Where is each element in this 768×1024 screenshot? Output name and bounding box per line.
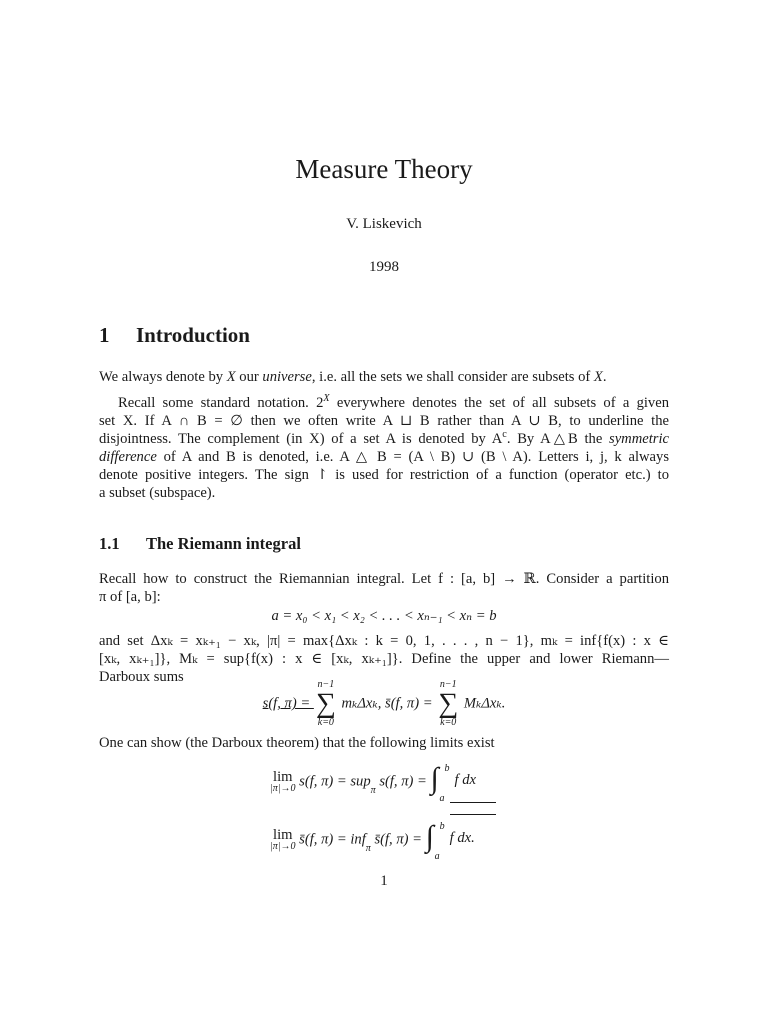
section-number: 1 [99,323,110,347]
sum-lower-limit: k=0 [317,717,334,728]
paragraph-line [99,448,669,466]
lim-subscript: |π|→0 [270,783,296,794]
limit-operator [270,770,296,794]
sum-lower-limit: k=0 [440,717,457,728]
paragraph-line: a subset (subspace). [99,485,216,501]
document-title: Measure Theory [295,154,473,184]
intro-paragraph-1 [99,368,669,386]
paragraph-line: and set Δxₖ = xₖ₊₁ − xₖ, |π| = max{Δxₖ : k = 0, 1, . . . , n − 1}, mₖ = inf{f(x) : x ∈ [99,633,669,649]
subsection-number: 1.1 [99,534,120,553]
paragraph-line [99,430,669,448]
text-run: Recall some standard notation. 2 [118,395,324,411]
text-run: We always denote by [99,369,227,385]
text-run: of A and B is denoted, i.e. A △ B = (A \ B) ∪ (B \ A). Letters i, j, k always [156,449,669,465]
math-superscript: X [323,393,330,405]
math-X: X [226,369,236,385]
text-run: everywhere denotes the set of all subsets of a given [329,395,669,411]
text-run: , i.e. all the sets we shall consider are subsets of [311,369,594,385]
emphasis-difference: difference [99,449,157,465]
paragraph-line: Darboux sums [99,669,184,685]
lower-sum-lhs: s(f, π) = [262,695,314,712]
lower-integral-bar [450,802,496,803]
upper-integral [425,820,482,862]
paragraph-line: One can show (the Darboux theorem) that the following limits exist [99,735,495,751]
lower-integral [430,762,479,804]
equation-text: s(f, π) = sup [299,773,371,790]
equation-text: s̄(f, π) = [370,831,426,848]
page-number: 1 [380,873,388,889]
lim-subscript: |π|→0 [270,841,296,852]
section-heading-introduction [99,322,250,348]
integral-sign: ∫ [425,820,434,853]
upper-sum-lhs: s̄(f, π) = [385,695,437,712]
partition-equation: a = x₀ < x₁ < x₂ < . . . < xₙ₋₁ < xₙ = b [271,608,497,624]
text-run: disjointness. The complement (in X) of a set A is denoted by A [99,431,503,447]
integrand: f dx. [449,830,475,846]
subsection-title: The Riemann integral [146,534,301,553]
emphasis-universe: universe [262,369,312,385]
inf-index: π [365,843,371,855]
text-run: . By A△B the [506,431,610,447]
text-run: our [235,369,263,385]
paragraph-line: [xₖ, xₖ₊₁]}, Mₖ = sup{f(x) : x ∈ [xₖ, xₖ₊₁]}. Define the upper and lower Riemann— [99,651,669,667]
math-superscript: c [502,429,507,441]
integral-lower-bound: a [434,851,440,862]
integral-sign: ∫ [430,762,439,795]
upper-sum-rhs: MₖΔxₖ. [460,695,506,712]
sup-index: π [370,785,376,797]
equation-text: s(f, π) = [375,773,431,790]
integrand: f dx [454,772,477,788]
paragraph-line: π of [a, b]: [99,589,161,605]
publication-year: 1998 [369,259,399,275]
upper-limit-equation [270,820,482,862]
subsection-heading-riemann [99,534,301,554]
lower-limit-equation [270,762,479,804]
author-name: V. Liskevich [346,216,422,232]
paragraph-line: denote positive integers. The sign ↾ is used for restriction of a function (operator etc.) to [99,467,669,483]
darboux-sums-equation [0,680,768,728]
paragraph-line [118,394,669,412]
paragraph-line: set X. If A ∩ B = ∅ then we often write A ⊔ B rather than A ∪ B, to underline the [99,413,669,429]
section-title: Introduction [136,323,250,347]
lower-sum-rhs: mₖΔxₖ, [337,695,386,712]
lim-word: lim [273,827,293,843]
upper-integral-bar [450,814,496,815]
integral-upper-bound: b [439,821,445,832]
paragraph-line: Recall how to construct the Riemannian integral. Let f : [a, b] → ℝ. Consider a partition [99,571,669,587]
lim-word: lim [273,769,293,785]
sum-upper-limit: n−1 [439,679,457,690]
integral-lower-bound: a [439,793,445,804]
sum-symbol: n−1 ∑ k=0 [315,679,336,728]
equation-text: s̄(f, π) = inf [299,831,366,848]
math-X: X [593,369,603,385]
emphasis-symmetric: symmetric [609,431,669,447]
sum-upper-limit: n−1 [317,679,335,690]
integral-upper-bound: b [444,763,450,774]
limit-operator [270,828,296,852]
sum-symbol: n−1 ∑ k=0 [438,679,459,728]
text-run: . [602,369,607,385]
